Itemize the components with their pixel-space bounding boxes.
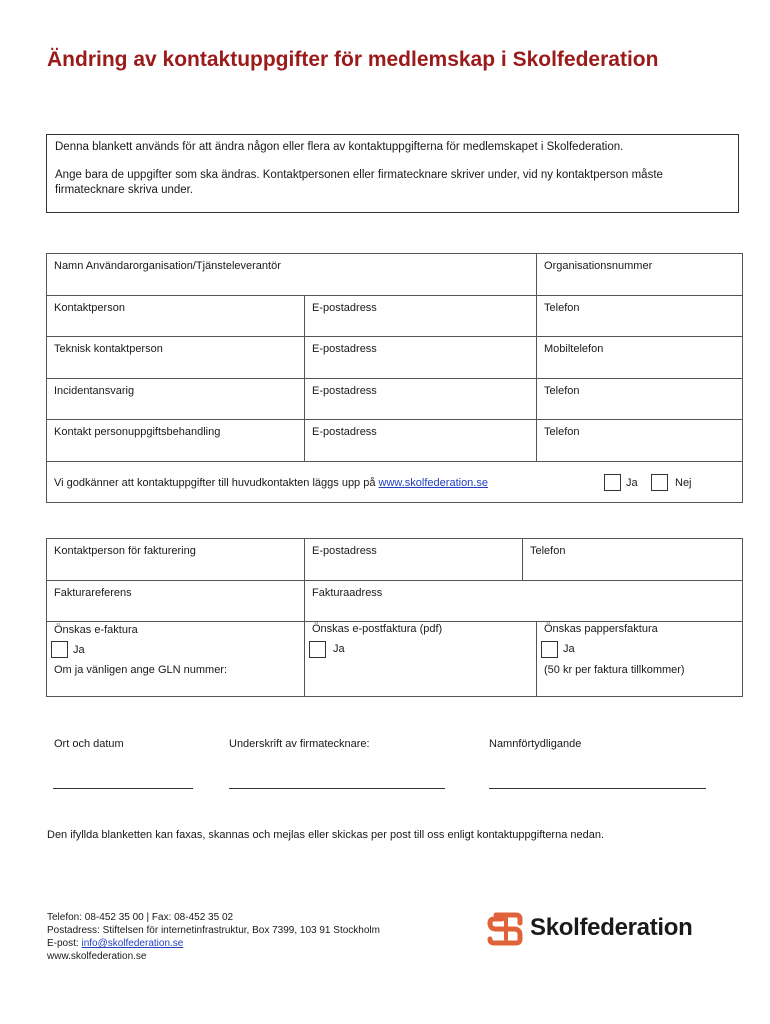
signature-label: Underskrift av firmatecknare: (229, 738, 370, 750)
contacts-table (46, 253, 743, 503)
billing-phone-field[interactable] (523, 539, 743, 581)
incident-contact-field[interactable] (47, 378, 305, 420)
submission-note: Den ifyllda blanketten kan faxas, skannas och mejlas eller skickas per post till oss enligt kontaktuppgifterna nedan. (47, 829, 605, 841)
epost-faktura-yes-label: Ja (333, 643, 345, 655)
paper-faktura-note: (50 kr per faktura tillkommer) (544, 664, 685, 676)
contact-email-label: E-postadress (312, 301, 377, 314)
signature-line[interactable] (229, 788, 445, 789)
org-number-field[interactable] (537, 254, 743, 296)
consent-no-label: Nej (675, 476, 692, 489)
contact-email-field[interactable] (305, 295, 537, 337)
paper-faktura-yes-checkbox[interactable] (541, 641, 558, 658)
incident-phone-field[interactable] (537, 378, 743, 420)
footer-phone-fax: Telefon: 08-452 35 00 | Fax: 08-452 35 02 (47, 912, 234, 923)
footer-email-link[interactable]: info@skolfederation.se (81, 938, 184, 949)
name-clarification-line[interactable] (489, 788, 706, 789)
incident-contact-label: Incidentansvarig (54, 384, 135, 397)
privacy-phone-label: Telefon (544, 426, 580, 438)
epost-faktura-yes-checkbox[interactable] (309, 641, 326, 658)
consent-no-checkbox[interactable] (651, 474, 668, 491)
consent-yes-checkbox[interactable] (604, 474, 621, 491)
footer-email-line (47, 937, 380, 950)
incident-email-field[interactable] (305, 378, 537, 420)
invoice-reference-label: Fakturareferens (54, 586, 132, 599)
consent-statement (54, 477, 488, 489)
efaktura-cell (47, 622, 305, 697)
footer-postal-address: Postadress: Stiftelsen för internetinfrastruktur, Box 7399, 103 91 Stockholm (47, 925, 380, 936)
tech-email-field[interactable] (305, 337, 537, 379)
privacy-email-field[interactable] (305, 420, 537, 462)
org-number-label: Organisationsnummer (544, 260, 653, 272)
paper-faktura-label: Önskas pappersfaktura (544, 623, 658, 635)
org-name-label: Namn Användarorganisation/Tjänsteleverantör (54, 260, 281, 272)
privacy-email-label: E-postadress (312, 426, 377, 438)
efaktura-yes-checkbox[interactable] (51, 641, 68, 658)
name-clarification-label: Namnförtydligande (489, 738, 582, 750)
efaktura-yes-label: Ja (73, 644, 85, 656)
consent-text: Vi godkänner att kontaktuppgifter till huvudkontakten läggs upp på (54, 476, 379, 489)
invoice-reference-field[interactable] (47, 580, 305, 622)
place-date-line[interactable] (53, 788, 193, 789)
privacy-contact-field[interactable] (47, 420, 305, 462)
skolfederation-logo (486, 911, 726, 947)
intro-paragraph-1: Denna blankett används för att ändra någon eller flera av kontaktuppgifterna för medlemskapet i Skolfederation. (55, 141, 624, 153)
tech-mobile-field[interactable] (537, 337, 743, 379)
efaktura-label: Önskas e-faktura (54, 624, 138, 636)
tech-email-label: E-postadress (312, 343, 377, 355)
incident-phone-label: Telefon (544, 384, 580, 397)
consent-row (47, 461, 743, 503)
billing-email-label: E-postadress (312, 545, 377, 557)
billing-contact-label: Kontaktperson för fakturering (54, 545, 196, 557)
billing-contact-field[interactable] (47, 539, 305, 581)
contact-phone-label: Telefon (544, 301, 580, 314)
epost-faktura-cell (305, 622, 537, 697)
skolfederation-logo-icon (486, 911, 524, 947)
privacy-phone-field[interactable] (537, 420, 743, 462)
tech-mobile-label: Mobiltelefon (544, 343, 604, 355)
invoice-address-field[interactable] (305, 580, 743, 622)
incident-email-label: E-postadress (312, 384, 377, 397)
contact-person-field[interactable] (47, 295, 305, 337)
footer-email-prefix: E-post: (47, 938, 82, 949)
intro-paragraph-2: Ange bara de uppgifter som ska ändras. Kontaktpersonen eller firmatecknare skriver under, vid ny kontaktperson måste firmatecknare skriva under. (55, 169, 663, 196)
skolfederation-logo-text: Skolfederation (530, 914, 693, 941)
epost-faktura-label: Önskas e-postfaktura (pdf) (312, 623, 443, 635)
consent-website-link[interactable]: www.skolfederation.se (378, 476, 488, 489)
privacy-contact-label: Kontakt personuppgiftsbehandling (54, 426, 221, 438)
invoice-address-label: Fakturaadress (312, 586, 383, 599)
gln-note: Om ja vänligen ange GLN nummer: (54, 664, 228, 676)
billing-phone-label: Telefon (530, 545, 566, 557)
consent-yes-label: Ja (626, 476, 638, 489)
contact-person-label: Kontaktperson (54, 301, 125, 314)
place-date-label: Ort och datum (54, 738, 124, 750)
tech-contact-field[interactable] (47, 337, 305, 379)
billing-table (46, 538, 743, 697)
billing-email-field[interactable] (305, 539, 523, 581)
footer-website[interactable]: www.skolfederation.se (47, 951, 147, 962)
paper-faktura-yes-label: Ja (563, 643, 575, 655)
page-title: Ändring av kontaktuppgifter för medlemskap i Skolfederation (47, 48, 659, 71)
contact-phone-field[interactable] (537, 295, 743, 337)
tech-contact-label: Teknisk kontaktperson (54, 343, 163, 355)
org-name-field[interactable] (47, 254, 537, 296)
paper-faktura-cell (537, 622, 743, 697)
intro-box (46, 134, 739, 213)
footer-contact (47, 911, 380, 963)
